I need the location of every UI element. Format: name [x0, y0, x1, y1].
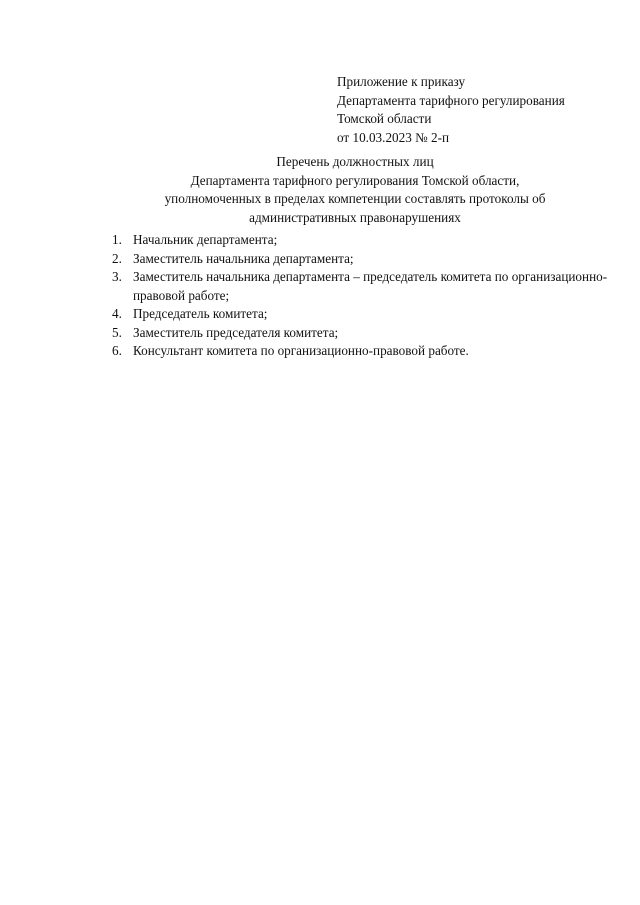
appendix-line: Томской области: [337, 111, 432, 126]
list-item: [112, 250, 612, 269]
list-item: [112, 324, 612, 343]
list-item: [112, 231, 612, 250]
list-item-number: 2.: [112, 250, 122, 266]
title-line: Перечень должностных лиц: [276, 154, 434, 169]
document-title: [100, 153, 610, 227]
list-item-text: Председатель комитета;: [133, 306, 268, 321]
list-item-number: 4.: [112, 306, 122, 321]
list-item-number: 1.: [112, 232, 122, 247]
list-item-text: Консультант комитета по организационно-правовой работе.: [133, 343, 469, 358]
list-item: [112, 342, 612, 361]
list-item-number: 6.: [112, 343, 122, 358]
officials-list: [112, 231, 612, 361]
list-item-text: Заместитель начальника департамента – председатель комитета по организационно-правовой работе;: [133, 269, 608, 303]
appendix-line: Приложение к приказу: [337, 74, 466, 89]
list-item-text: Начальник департамента;: [133, 232, 278, 247]
title-line: административных правонарушениях: [249, 209, 461, 225]
list-item: [112, 268, 612, 305]
appendix-date-number: от 10.03.2023 № 2-п: [337, 129, 450, 145]
list-item-text: Заместитель председателя комитета;: [133, 324, 339, 340]
appendix-line: Департамента тарифного регулирования: [337, 92, 565, 108]
list-item: [112, 305, 612, 324]
title-line: Департамента тарифного регулирования Томской области,: [190, 172, 520, 188]
title-line: уполномоченных в пределах компетенции составлять протоколы об: [164, 191, 546, 206]
appendix-header: [337, 73, 627, 147]
list-item-number: 5.: [112, 324, 122, 340]
list-item-number: 3.: [112, 269, 122, 284]
list-item-text: Заместитель начальника департамента;: [133, 250, 354, 266]
